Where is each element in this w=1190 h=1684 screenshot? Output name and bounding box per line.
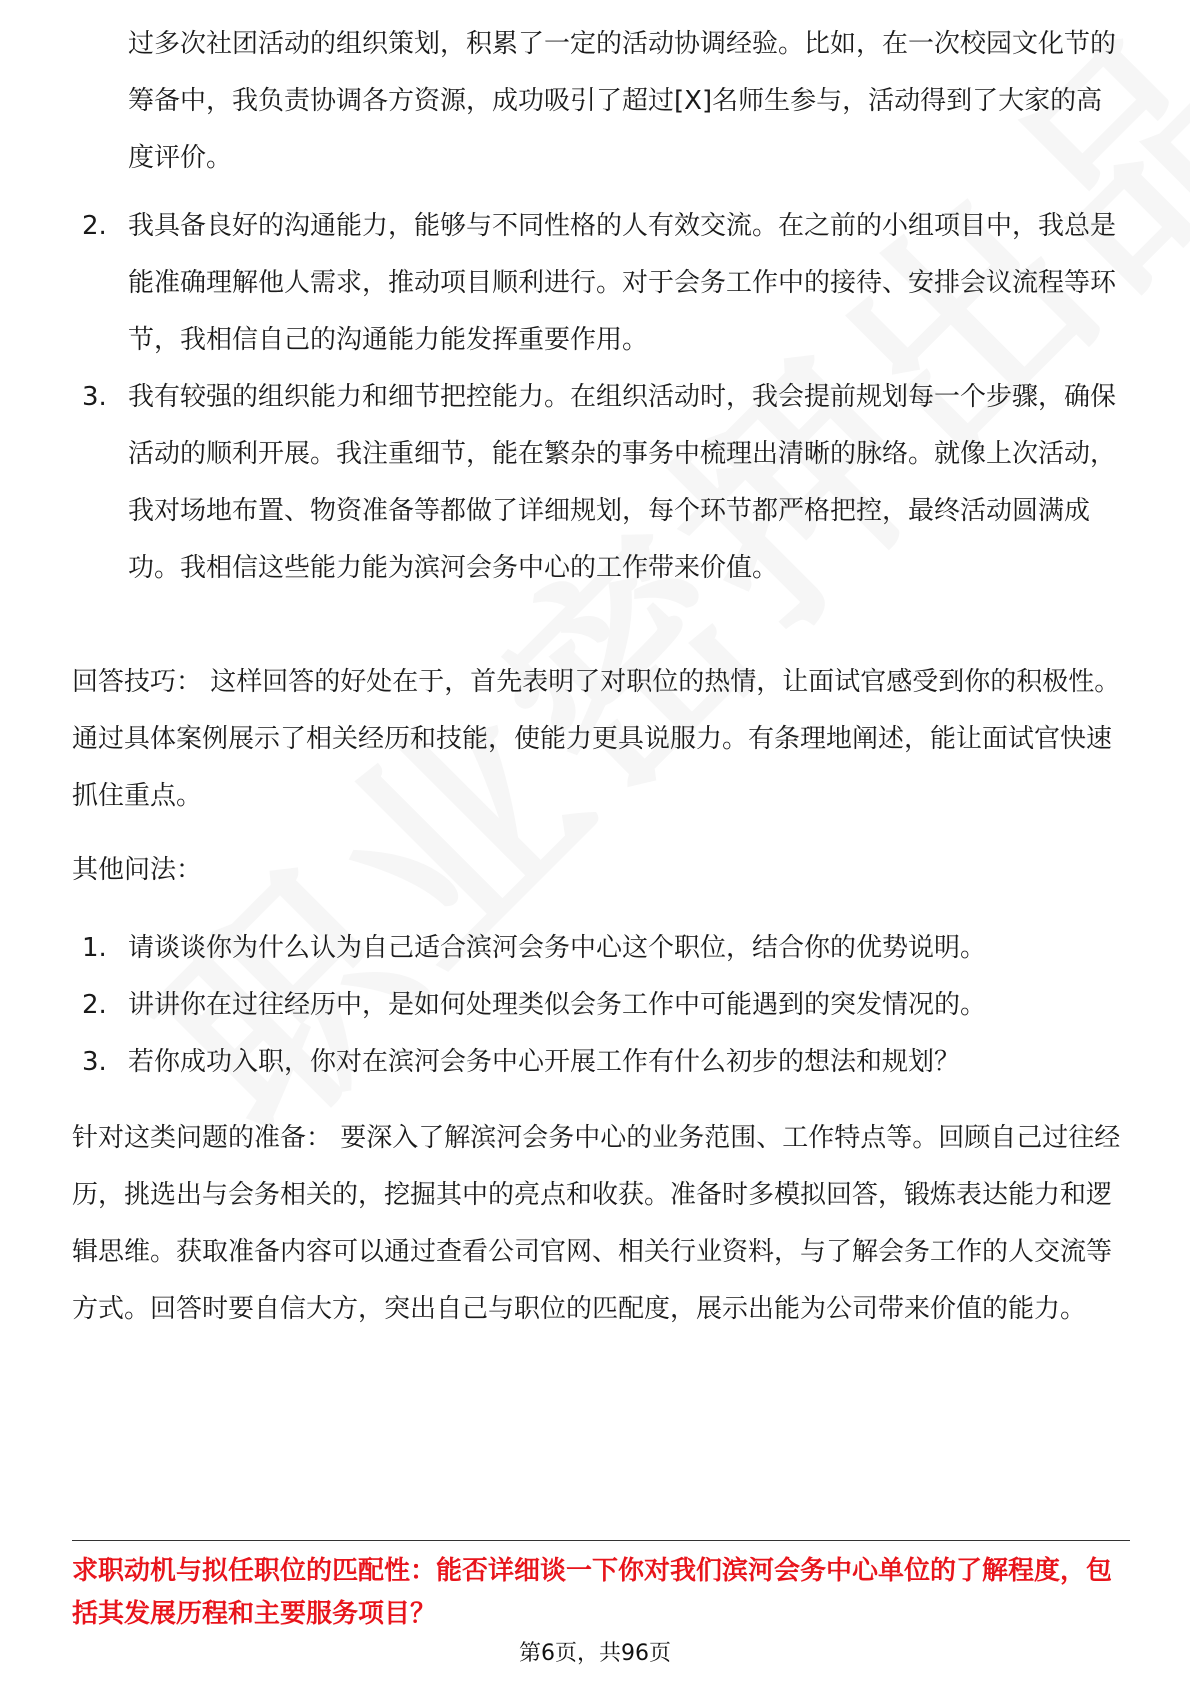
preparation-label: 针对这类问题的准备：	[72, 1123, 333, 1153]
tips-label: 回答技巧：	[72, 667, 203, 697]
list-item-text: 请谈谈你为什么认为自己适合滨河会务中心这个职位，结合你的优势说明。	[128, 933, 987, 963]
preparation-text: 要深入了解滨河会务中心的业务范围、工作特点等。回顾自己过往经历，挑选出与会务相关的，挖掘其中的亮点和收获。准备时多模拟回答，锻炼表达能力和逻辑思维。获取准备内容可以通过查看公司官网、相关行业资料，与了解会务工作的人交流等方式。回答时要自信大方，突出自己与职位的匹配度，展示出能为公司带来价值的能力。	[72, 1123, 1121, 1324]
continuation-paragraph: 过多次社团活动的组织策划，积累了一定的活动协调经验。比如，在一次校园文化节的筹备中，我负责协调各方资源，成功吸引了超过[X]名师生参与，活动得到了大家的高度评价。	[128, 29, 1117, 173]
section-divider	[72, 1540, 1130, 1541]
list-item-text: 讲讲你在过往经历中，是如何处理类似会务工作中可能遇到的突发情况的。	[128, 990, 987, 1020]
other-questions-label: 其他问法：	[72, 855, 203, 885]
list-number: 2.	[82, 211, 107, 241]
page-number: 第6页，共96页	[519, 1641, 671, 1666]
list-item-text: 若你成功入职，你对在滨河会务中心开展工作有什么初步的想法和规划？	[128, 1047, 961, 1077]
list-item	[78, 369, 1128, 597]
next-question-heading: 求职动机与拟任职位的匹配性：能否详细谈一下你对我们滨河会务中心单位的了解程度，包括其发展历程和主要服务项目？	[72, 1556, 1113, 1629]
list-item	[78, 1034, 1128, 1091]
list-item	[78, 977, 1128, 1034]
list-item	[78, 920, 1128, 977]
tips-text: 这样回答的好处在于，首先表明了对职位的热情，让面试官感受到你的积极性。通过具体案例展示了相关经历和技能，使能力更具说服力。有条理地阐述，能让面试官快速抓住重点。	[72, 667, 1121, 811]
other-questions-list	[78, 920, 1128, 1091]
list-item-text: 我有较强的组织能力和细节把控能力。在组织活动时，我会提前规划每一个步骤，确保活动的顺利开展。我注重细节，能在繁杂的事务中梳理出清晰的脉络。就像上次活动，我对场地布置、物资准备等都做了详细规划，每个环节都严格把控，最终活动圆满成功。我相信这些能力能为滨河会务中心的工作带来价值。	[128, 382, 1117, 583]
list-number: 3.	[82, 382, 107, 412]
answer-list	[78, 198, 1128, 597]
tips-paragraph	[72, 654, 1130, 825]
list-number: 3.	[82, 1047, 107, 1077]
list-number: 1.	[82, 933, 107, 963]
preparation-paragraph	[72, 1110, 1130, 1338]
list-number: 2.	[82, 990, 107, 1020]
list-item	[78, 198, 1128, 369]
list-item-text: 我具备良好的沟通能力，能够与不同性格的人有效交流。在之前的小组项目中，我总是能准确理解他人需求，推动项目顺利进行。对于会务工作中的接待、安排会议流程等环节，我相信自己的沟通能力能发挥重要作用。	[128, 211, 1117, 355]
